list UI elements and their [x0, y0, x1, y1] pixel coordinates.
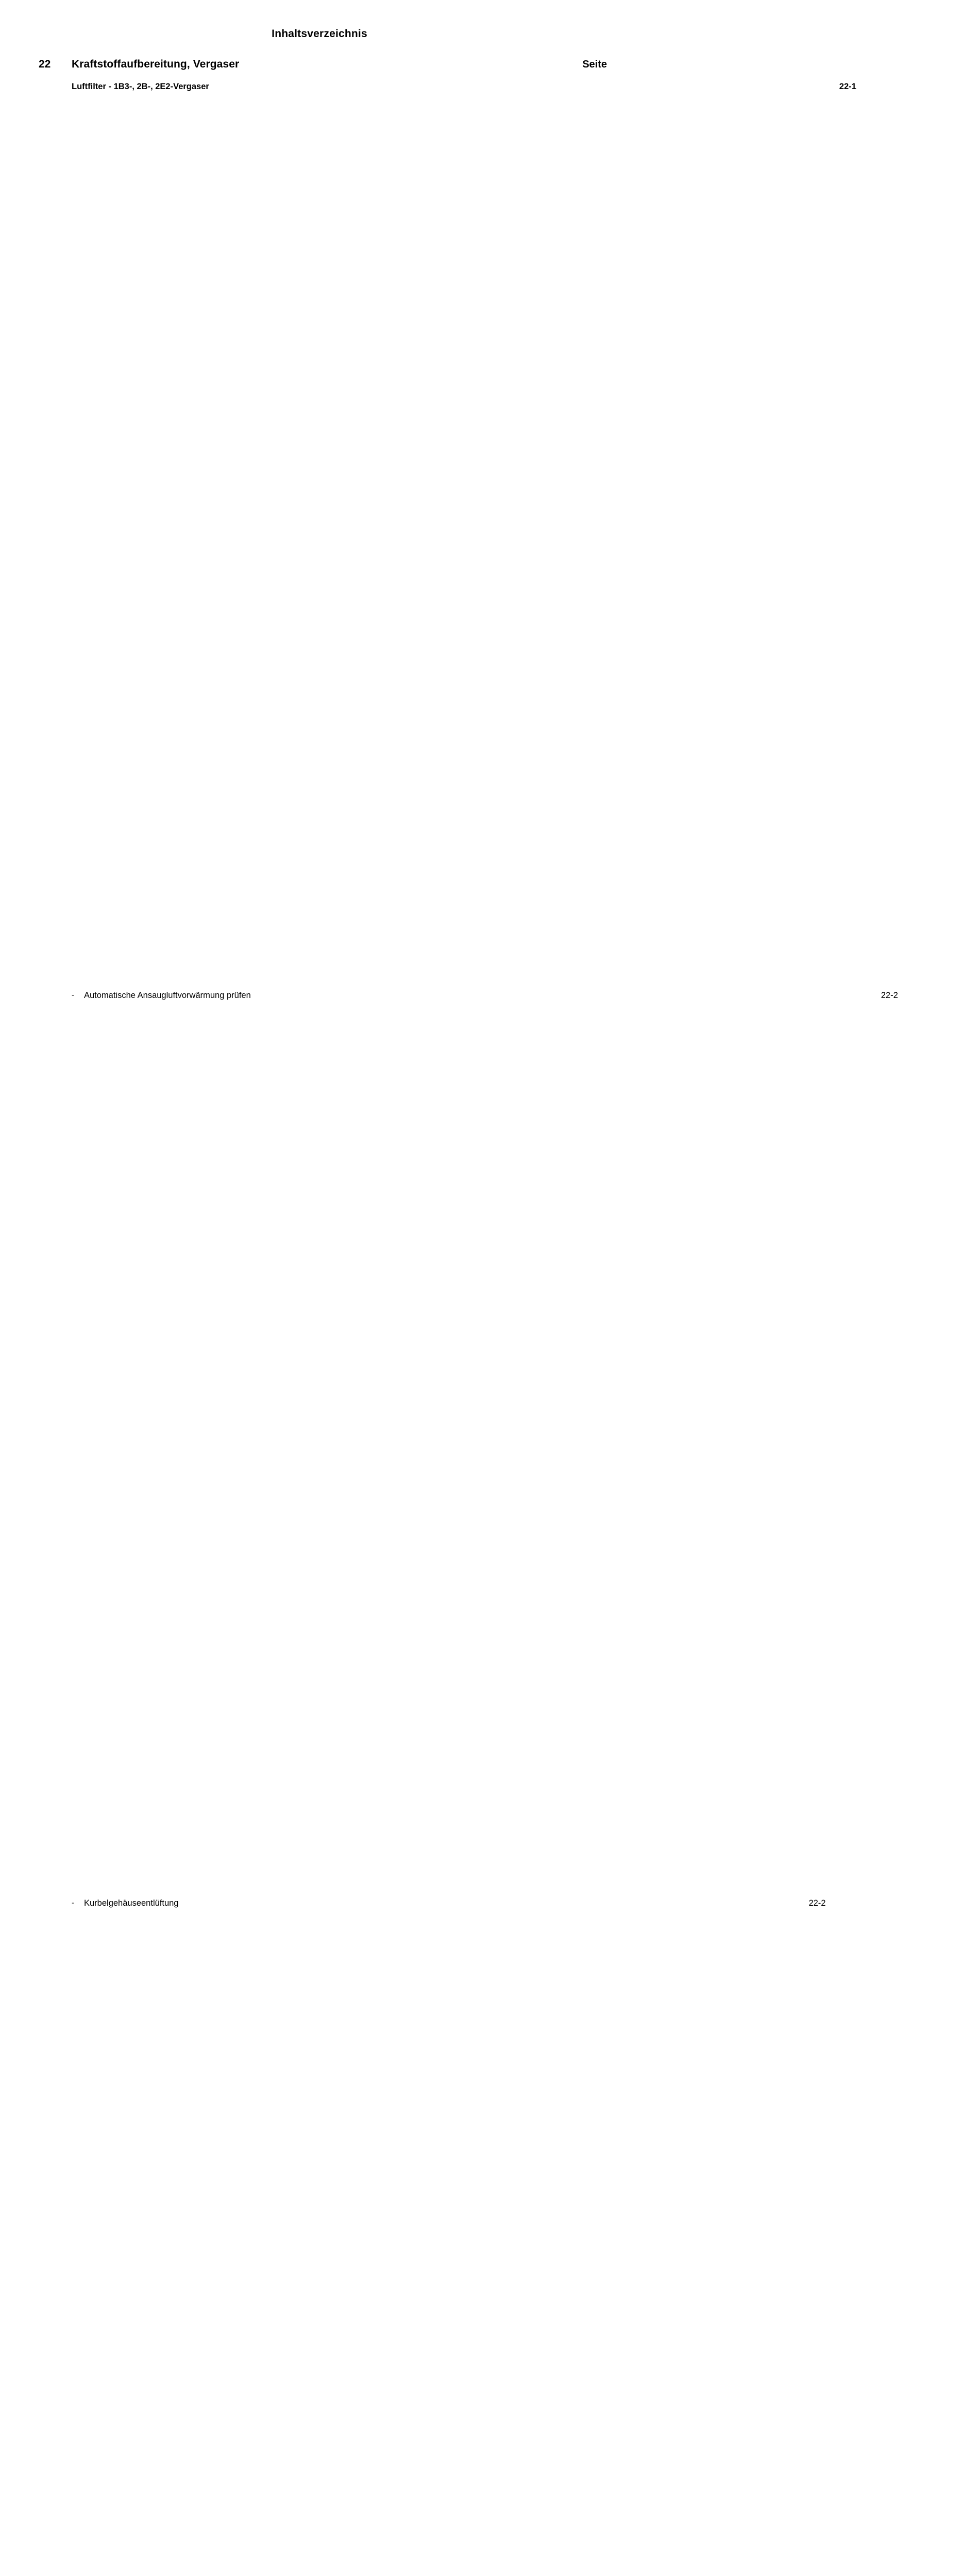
chapter-title: Kraftstoffaufbereitung, Vergaser [72, 58, 240, 71]
bullet-dash-icon: - [72, 1898, 74, 1907]
toc-list [0, 82, 898, 2576]
page-title: Inhaltsverzeichnis [272, 28, 367, 40]
chapter-header [0, 58, 639, 71]
toc-section-row[interactable] [72, 82, 856, 986]
toc-group [72, 82, 898, 2576]
toc-item-page-number: 22-2 [881, 991, 898, 1001]
bullet-dash-icon: - [72, 991, 74, 1000]
toc-section-page-number: 22-1 [839, 82, 856, 92]
page-column-header: Seite [582, 59, 607, 71]
toc-item-page-number: 22-2 [808, 1898, 826, 1908]
toc-item-label: Automatische Ansaugluftvorwärmung prüfen [84, 991, 251, 1001]
toc-section-label: Luftfilter - 1B3-, 2B-, 2E2-Vergaser [72, 82, 209, 92]
toc-item-row[interactable] [72, 989, 898, 1897]
toc-item-label: Kurbelgehäuseentlüftung [84, 1898, 179, 1908]
toc-item-row[interactable] [72, 1897, 826, 2576]
toc-item-list [72, 989, 898, 2576]
chapter-number: 22 [39, 58, 51, 71]
